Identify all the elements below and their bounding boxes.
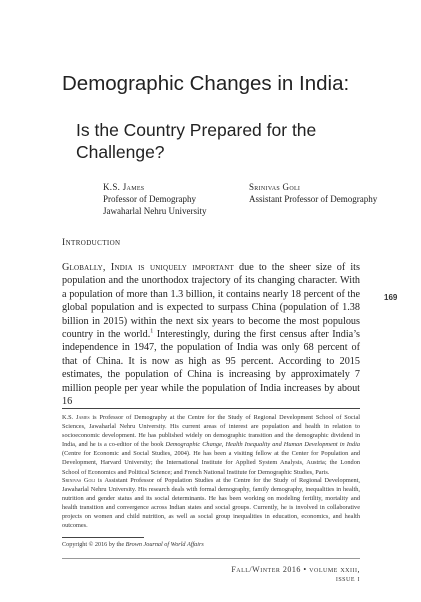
page-number: 169	[384, 293, 398, 302]
book-title: Demographic Change, Health Inequality and Human Development in India	[165, 441, 360, 449]
author-block-james	[103, 181, 206, 217]
bio-name: Srinivas Goli	[62, 477, 96, 484]
body-paragraph	[62, 261, 360, 408]
author-name: Srinivas Goli	[249, 182, 301, 192]
bio-name: K.S. James	[62, 414, 90, 421]
article-title: Demographic Changes in India:	[62, 72, 350, 95]
copyright-notice	[62, 541, 204, 548]
footnote-reference: 1	[150, 328, 154, 335]
bio-text-tail: (Centre for Economic and Social Studies, 2004). He has been a visiting fellow at the Center for Population and Development, Harvard University; the International Institute for Applied System Analysis, Austria; the London School of Economics and Political Science; and French National Institute for Demographic Studies, Paris.	[62, 450, 360, 476]
bio-text: is Assistant Professor of Population Studies at the Centre for the Study of Regional Development, Jawaharlal Nehru University. His research deals with formal demography, family demography, inequalities in health, nutrition and gender status and its social determinants. He has been working on modeling fertility, mortality and health transition and convergence across Indian states and social groups. Currently, he is involved in collaborative projects on women and child nutrition, as well as social group inequalities in education, economics, and health outcomes.	[62, 477, 361, 530]
footer-divider	[62, 558, 360, 559]
article-subtitle: Is the Country Prepared for the Challenge?	[76, 120, 317, 162]
lead-in-text: Globally, India is uniquely important	[62, 262, 234, 273]
journal-name: Brown Journal of World Affairs	[125, 541, 204, 548]
author-title: Assistant Professor of Demography	[249, 194, 378, 204]
running-footer: Fall/Winter 2016 • volume xxiii, issue i	[231, 565, 360, 583]
bio-text: is Professor of Demography at the Centre for the Study of Regional Development School of Social Sciences, Jawaharlal Nehru University. His current areas of interest are population and health in relation to socioeconomic development. He has published widely on demographic transition and the demographic dividend in India, and he is a co-editor of the book	[62, 414, 360, 449]
author-affiliation: Jawaharlal Nehru University	[103, 206, 207, 216]
author-name: K.S. James	[103, 182, 145, 192]
copyright-divider	[62, 537, 144, 538]
author-title: Professor of Demography	[103, 194, 196, 204]
body-text-part-2: Interestingly, during the first census after India’s independence in 1947, the population of India was only 68 percent of that of China. It is now as high as 95 percent. According to 2015 estimates, the population of China is increasing by approximately 7 million people per year while the population of India increases by about 16	[62, 329, 360, 408]
body-text-part-1: due to the sheer size of its population and the unorthodox trajectory of its changing character. With a population of more than 1.3 billion, it contains nearly 18 percent of the global population and is expected to surpass China (population of 1.38 billion in 2015) within the next six years to become the most populous country in the world.	[62, 262, 360, 341]
section-heading: Introduction	[62, 238, 121, 248]
author-block-goli	[249, 181, 377, 205]
author-bio-james	[62, 413, 360, 477]
copyright-prefix: Copyright © 2016 by the	[62, 541, 126, 548]
author-bio-goli	[62, 476, 360, 531]
footnote-divider	[62, 408, 360, 409]
